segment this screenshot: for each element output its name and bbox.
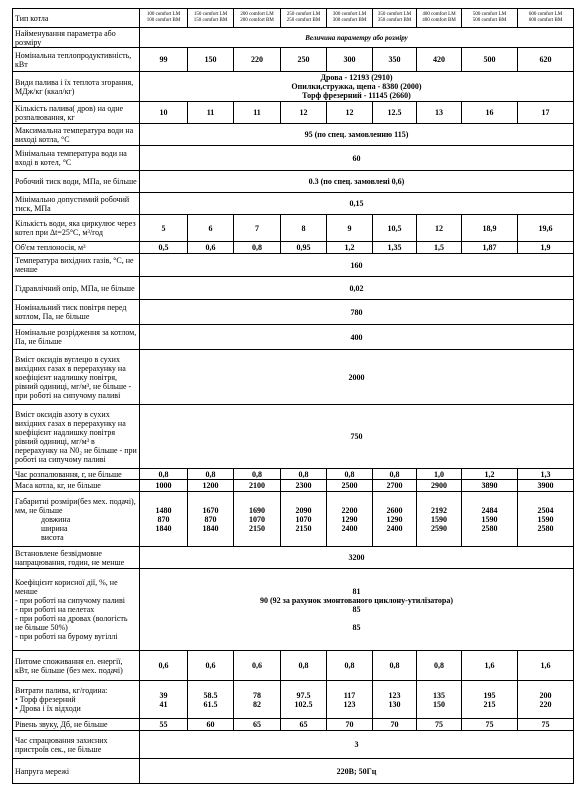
cell: 10 xyxy=(140,102,188,124)
cell: 1,2 xyxy=(462,469,518,480)
param-label: Найменування параметра або розміру xyxy=(13,28,140,48)
row-fuel-use xyxy=(13,681,574,719)
row-label: Об'єм теплоносія, м³ xyxy=(13,242,140,254)
cell: 0,8 xyxy=(140,469,188,480)
cell: 0,6 xyxy=(234,651,281,681)
row-label: Напруга мережі xyxy=(13,759,140,784)
cell: 1,6 xyxy=(518,651,574,681)
row-water-flow xyxy=(13,215,574,242)
fuel-use-sub: • Торф фрезерний • Дрова і їх відходи xyxy=(15,695,81,713)
value-label: Величина параметру або розміру xyxy=(140,28,574,48)
cell: 3890 xyxy=(462,480,518,492)
model-header xyxy=(373,9,417,28)
model-header-text: 600 comfort LM 600 comfort BM xyxy=(528,12,563,23)
row-power-use xyxy=(13,651,574,681)
cell: 1200 xyxy=(188,480,234,492)
cell: 18,9 xyxy=(462,215,518,242)
fuel-use-values: 200 220 xyxy=(539,690,552,709)
fuel-use-values: 58.5 61.5 xyxy=(203,690,218,709)
cell: 1,35 xyxy=(373,242,417,254)
row-label: Маса котла, кг, не більше xyxy=(13,480,140,492)
row-label: Гідравлічний опір, МПа, не більше xyxy=(13,277,140,300)
cell: 70 xyxy=(327,719,373,731)
fuel-use-values: 117 123 xyxy=(343,690,356,709)
cell: 70 xyxy=(373,719,417,731)
cell: 65 xyxy=(234,719,281,731)
cell: 0,8 xyxy=(188,469,234,480)
efficiency-label: Коефіцієнт корисної дії, %, не менше - при роботі на сипучому паливі - при роботі на пелетах - при роботі на дровах (вологість не більше 50%) - при роботі на бурому вугіллі xyxy=(15,578,128,641)
dims-values: 1690 1070 2150 xyxy=(249,505,265,533)
cell: 1,9 xyxy=(518,242,574,254)
cell: 5 xyxy=(140,215,188,242)
row-service-life xyxy=(13,547,574,569)
cell: 300 xyxy=(327,48,373,72)
row-label xyxy=(13,681,140,719)
cell xyxy=(188,681,234,719)
cell: 11 xyxy=(188,102,234,124)
row-dims xyxy=(13,492,574,547)
cell xyxy=(373,681,417,719)
span-value: 160 xyxy=(140,254,574,277)
dims-sub-labels: довжина ширина висота xyxy=(41,514,71,542)
span-value: 60 xyxy=(140,146,574,171)
model-header xyxy=(327,9,373,28)
dims-values: 1480 870 1840 xyxy=(155,505,172,533)
fuel-use-label: Витрати палива, кг/година: xyxy=(15,686,108,695)
cell: 0,8 xyxy=(234,469,281,480)
cell: 75 xyxy=(462,719,518,731)
fuel-value-text: Дрова - 12193 (2910) Опилки,стружка, щепа - 8380 (2000) Торф фрезерний - 11145 (2660) xyxy=(291,73,422,100)
span-value: 400 xyxy=(140,325,574,350)
cell xyxy=(518,492,574,547)
cell: 7 xyxy=(234,215,281,242)
model-header-text: 400 comfort LM 400 comfort BM xyxy=(422,12,456,23)
row-label: Вміст оксидів вуглецю в сухих вихідних газах в перерахунку на коефіцієнт надлишку повітря, рівний одиниці, мг/м³, не більше - при роботі на сипучому паливі xyxy=(13,350,140,405)
header-row xyxy=(13,9,574,28)
row-fuel xyxy=(13,72,574,102)
row-label: Кількість води, яка циркулює через котел при Δt=25°С, м³/год xyxy=(13,215,140,242)
cell xyxy=(417,492,462,547)
cell: 16 xyxy=(462,102,518,124)
cell: 55 xyxy=(140,719,188,731)
cell: 0,6 xyxy=(140,651,188,681)
cell: 9 xyxy=(327,215,373,242)
cell: 75 xyxy=(518,719,574,731)
cell: 1,87 xyxy=(462,242,518,254)
cell: 0,5 xyxy=(140,242,188,254)
cell xyxy=(327,492,373,547)
cell: 0,8 xyxy=(417,651,462,681)
type-label: Тип котла xyxy=(13,9,140,28)
row-volume xyxy=(13,242,574,254)
cell: 12 xyxy=(327,102,373,124)
fuel-value xyxy=(140,72,574,102)
span-value: 95 (по спец. замовленню 115) xyxy=(140,124,574,146)
cell: 220 xyxy=(234,48,281,72)
row-efficiency xyxy=(13,569,574,651)
model-header-text: 150 comfort LM 150 comfort BM xyxy=(193,12,228,23)
row-noise xyxy=(13,719,574,731)
cell: 10,5 xyxy=(373,215,417,242)
span-value: 3200 xyxy=(140,547,574,569)
cell: 250 xyxy=(281,48,327,72)
cell: 500 xyxy=(462,48,518,72)
row-pressure xyxy=(13,171,574,193)
dims-values: 2192 1590 2590 xyxy=(431,505,447,533)
cell: 1,2 xyxy=(327,242,373,254)
dims-values: 1670 870 1840 xyxy=(202,505,219,533)
row-flue-temp xyxy=(13,254,574,277)
row-burn-time xyxy=(13,469,574,480)
row-label xyxy=(13,492,140,547)
cell: 0,8 xyxy=(373,651,417,681)
cell xyxy=(234,681,281,719)
model-header xyxy=(188,9,234,28)
cell: 0,95 xyxy=(281,242,327,254)
cell: 2300 xyxy=(281,480,327,492)
row-label: Робочий тиск води, МПа, не більше xyxy=(13,171,140,193)
row-label: Максимальна температура води на виході котла, °С xyxy=(13,124,140,146)
span-value: 220В; 50Гц xyxy=(140,759,574,784)
row-label xyxy=(13,569,140,651)
model-header xyxy=(462,9,518,28)
fuel-use-values: 78 82 xyxy=(253,690,261,709)
row-voltage xyxy=(13,759,574,784)
cell: 12.5 xyxy=(373,102,417,124)
cell: 12 xyxy=(417,215,462,242)
cell xyxy=(140,492,188,547)
param-name-row xyxy=(13,28,574,48)
row-air-pressure xyxy=(13,300,574,325)
cell xyxy=(417,681,462,719)
cell xyxy=(518,681,574,719)
efficiency-values: 81 90 (92 за рахунок змонтованого циклону-утилізатора) 85 85 xyxy=(259,587,454,632)
row-label: Температура вихідних газів, °С, не менше xyxy=(13,254,140,277)
row-min-temp xyxy=(13,146,574,171)
cell: 2100 xyxy=(234,480,281,492)
cell: 11 xyxy=(234,102,281,124)
cell: 65 xyxy=(281,719,327,731)
span-value: 0.3 (по спец. замовлені 0,6) xyxy=(140,171,574,193)
cell: 0,8 xyxy=(234,242,281,254)
cell: 6 xyxy=(188,215,234,242)
cell: 2500 xyxy=(327,480,373,492)
row-label: Питоме споживання ел. енергії, кВт, не більше (без мех. подачі) xyxy=(13,651,140,681)
model-header xyxy=(140,9,188,28)
row-hydro xyxy=(13,277,574,300)
model-header-text: 300 comfort LM 300 comfort BM xyxy=(332,12,367,23)
cell: 0,8 xyxy=(281,469,327,480)
row-label: Мінімальна температура води на вході в котел, °С xyxy=(13,146,140,171)
cell: 8 xyxy=(281,215,327,242)
cell: 0,6 xyxy=(188,242,234,254)
row-label: Встановлене безвідмовне напрацювання, годин, не менше xyxy=(13,547,140,569)
dims-values: 2600 1290 2400 xyxy=(386,505,403,533)
model-header-text: 200 comfort LM 200 comfort BM xyxy=(240,12,274,23)
cell: 17 xyxy=(518,102,574,124)
row-label: Мінімально допустимий робочий тиск, МПа xyxy=(13,193,140,215)
row-label: Номінальний тиск повітря перед котлом, Па, не більше xyxy=(13,300,140,325)
model-header xyxy=(417,9,462,28)
cell: 60 xyxy=(188,719,234,731)
cell: 3900 xyxy=(518,480,574,492)
span-value: 0,15 xyxy=(140,193,574,215)
span-value: 3 xyxy=(140,731,574,759)
row-mass xyxy=(13,480,574,492)
row-max-temp xyxy=(13,124,574,146)
dims-label: Габаритні розміри(без мех. подачі), мм, не більше xyxy=(15,496,136,515)
model-header-text: 350 comfort LM 350 comfort BM xyxy=(377,12,412,23)
span-value: 750 xyxy=(140,405,574,469)
cell: 1,5 xyxy=(417,242,462,254)
fuel-use-values: 97.5 102.5 xyxy=(294,690,313,709)
cell xyxy=(462,492,518,547)
cell xyxy=(373,492,417,547)
cell xyxy=(327,681,373,719)
cell: 0,8 xyxy=(281,651,327,681)
row-response xyxy=(13,731,574,759)
cell: 0,6 xyxy=(188,651,234,681)
model-header xyxy=(518,9,574,28)
span-value: 780 xyxy=(140,300,574,325)
row-label: Рівень звуку, Дб, не більше xyxy=(13,719,140,731)
row-loads xyxy=(13,102,574,124)
cell: 1,0 xyxy=(417,469,462,480)
cell: 13 xyxy=(417,102,462,124)
dims-values: 2484 1590 2580 xyxy=(481,505,498,533)
fuel-use-values: 135 150 xyxy=(433,690,445,709)
cell xyxy=(234,492,281,547)
row-nox xyxy=(13,405,574,469)
row-label: Види палива і їх теплота згорання, МДж/кг (ккал/кг) xyxy=(13,72,140,102)
cell: 1,3 xyxy=(518,469,574,480)
cell xyxy=(281,492,327,547)
model-header-text: 100 comfort LM 100 comfort BM xyxy=(146,12,181,23)
row-label: Вміст оксидів азоту в сухих вихідних газах в перерахунку на коефіцієнт надлишку повітря рівний одиниці, мг/м³ в перерахунку на N0₂ не більше - при роботі на сипучому паливі xyxy=(13,405,140,469)
spec-sheet xyxy=(12,8,573,784)
cell: 0,8 xyxy=(327,469,373,480)
span-value xyxy=(140,569,574,651)
cell: 1000 xyxy=(140,480,188,492)
model-header-text: 250 comfort LM 250 comfort BM xyxy=(286,12,321,23)
cell: 1,6 xyxy=(462,651,518,681)
row-power xyxy=(13,48,574,72)
span-value: 2000 xyxy=(140,350,574,405)
row-label: Кількість палива( дров) на одне розпалювання, кг xyxy=(13,102,140,124)
fuel-use-values: 123 130 xyxy=(388,690,401,709)
model-header xyxy=(234,9,281,28)
cell: 75 xyxy=(417,719,462,731)
fuel-use-values: 195 215 xyxy=(483,690,496,709)
cell: 420 xyxy=(417,48,462,72)
cell xyxy=(462,681,518,719)
dims-values: 2200 1290 2400 xyxy=(341,505,358,533)
model-header-text: 500 comfort LM 500 comfort BM xyxy=(472,12,507,23)
row-draft xyxy=(13,325,574,350)
row-min-pressure xyxy=(13,193,574,215)
cell: 0,8 xyxy=(327,651,373,681)
cell: 19,6 xyxy=(518,215,574,242)
row-label: Час спрацювання захисних пристроїв сек., не більше xyxy=(13,731,140,759)
cell: 150 xyxy=(188,48,234,72)
cell: 0,8 xyxy=(373,469,417,480)
cell xyxy=(281,681,327,719)
boiler-spec-table xyxy=(12,8,574,784)
cell: 350 xyxy=(373,48,417,72)
row-label: Номінальне розрідження за котлом, Па, не більше xyxy=(13,325,140,350)
cell: 2900 xyxy=(417,480,462,492)
row-co xyxy=(13,350,574,405)
cell: 99 xyxy=(140,48,188,72)
fuel-use-values: 39 41 xyxy=(159,690,168,709)
cell: 12 xyxy=(281,102,327,124)
row-label: Номінальна теплопродуктивність, кВт xyxy=(13,48,140,72)
row-label: Час розпалювання, г, не більше xyxy=(13,469,140,480)
span-value: 0,02 xyxy=(140,277,574,300)
cell xyxy=(140,681,188,719)
dims-values: 2090 1070 2150 xyxy=(295,505,312,533)
cell: 620 xyxy=(518,48,574,72)
dims-values: 2504 1590 2580 xyxy=(537,505,554,533)
model-header xyxy=(281,9,327,28)
cell: 2700 xyxy=(373,480,417,492)
cell xyxy=(188,492,234,547)
